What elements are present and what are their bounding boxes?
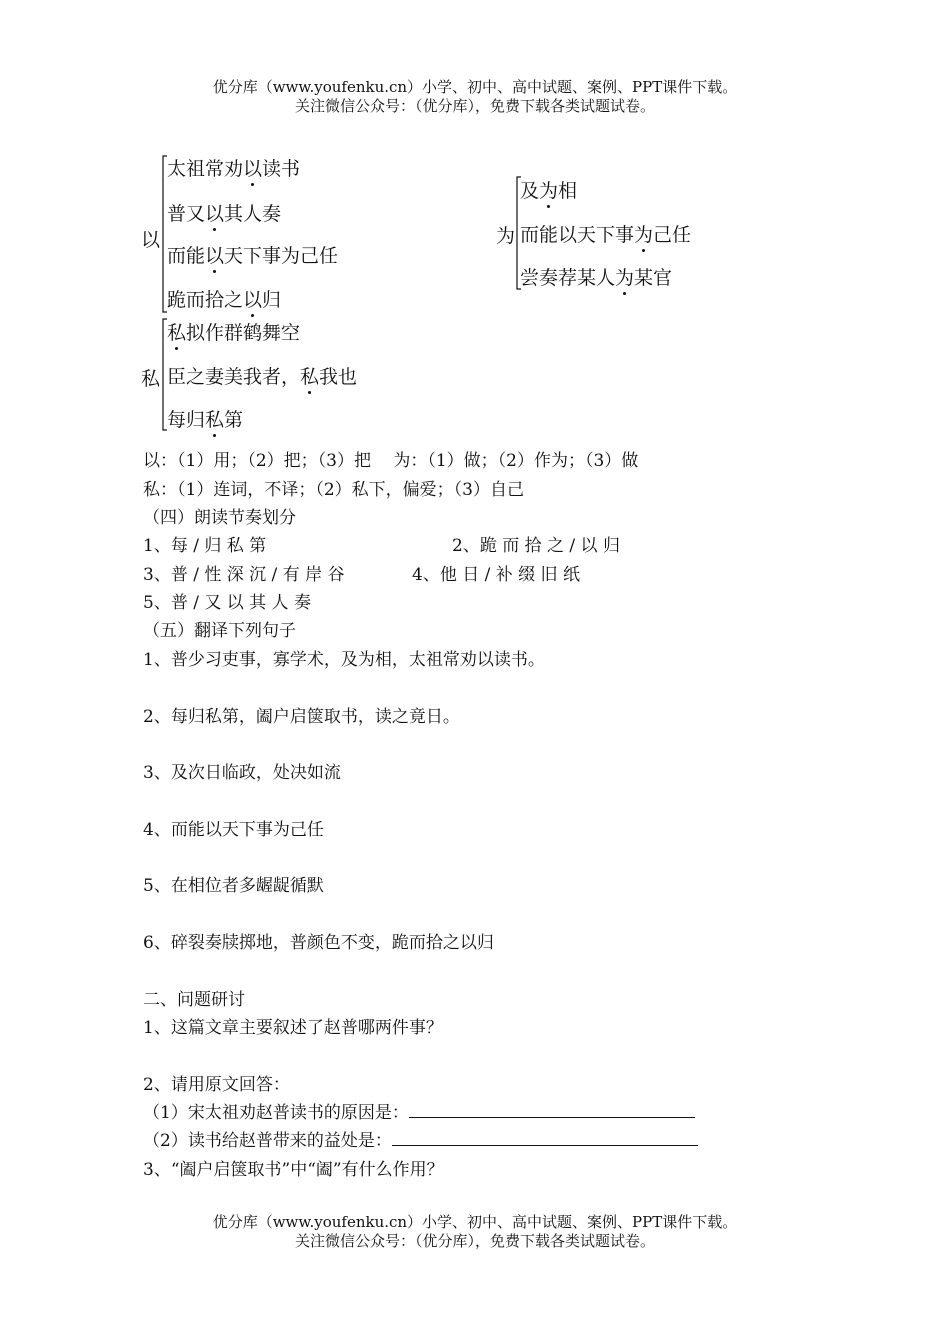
- part2-title: 二、问题研讨: [143, 990, 245, 1010]
- question-2: 2、请用原文回答：: [143, 1075, 290, 1095]
- meaning-yi-wei: 以：（1）用；（2）把；（3）把 为：（1）做；（2）作为；（3）做: [143, 451, 639, 471]
- rhythm-item-1: 1、每 / 归 私 第: [143, 536, 267, 556]
- translate-item-4: 4、而能以天下事为己任: [143, 820, 324, 840]
- group-wei-char: 为: [496, 225, 516, 247]
- group-si-item: 臣之妻美我者，私我也: [167, 366, 358, 388]
- question-2b: [143, 1126, 698, 1151]
- question-1: 1、这篇文章主要叙述了赵普哪两件事？: [143, 1018, 443, 1038]
- page-footer: [0, 1213, 950, 1251]
- footer-line-2: 关注微信公众号：（优分库），免费下载各类试题试卷。: [294, 1232, 655, 1250]
- footer-line-1: 优分库（www.youfenku.cn）小学、初中、高中试题、案例、PPT课件下载。: [212, 1213, 738, 1231]
- translate-item-1: 1、普少习吏事，寡学术，及为相，太祖常劝以读书。: [143, 650, 545, 670]
- translate-item-6: 6、碎裂奏牍掷地，普颜色不变，跪而拾之以归: [143, 933, 494, 953]
- group-si-item: 私拟作群鹤舞空: [167, 322, 301, 344]
- question-2b-label: （2）读书给赵普带来的益处是：: [143, 1131, 392, 1151]
- question-3: 3、“阖户启箧取书”中“阖”有什么作用？: [143, 1160, 444, 1180]
- answer-blank-2b[interactable]: [392, 1131, 698, 1146]
- rhythm-item-4: 4、他 日 / 补 缀 旧 纸: [412, 565, 580, 585]
- group-yi-item: 太祖常劝以读书: [167, 158, 301, 180]
- answer-blank-2a[interactable]: [409, 1103, 695, 1118]
- rhythm-item-3: 3、普 / 性 深 沉 / 有 岸 谷: [143, 565, 345, 585]
- section4-title: （四）朗读节奏划分: [143, 508, 296, 528]
- group-wei-item: 尝奏荐某人为某官: [520, 267, 673, 289]
- section5-title: （五）翻译下列句子: [143, 621, 296, 641]
- question-2a-label: （1）宋太祖劝赵普读书的原因是：: [143, 1103, 409, 1123]
- header-line-1: 优分库（www.youfenku.cn）小学、初中、高中试题、案例、PPT课件下载。: [212, 78, 738, 96]
- group-yi-item: 跪而拾之以归: [167, 289, 282, 311]
- header-line-2: 关注微信公众号：（优分库），免费下载各类试题试卷。: [294, 97, 655, 115]
- group-si-item: 每归私第: [167, 409, 244, 431]
- group-wei-item: 及为相: [520, 180, 578, 202]
- translate-item-3: 3、及次日临政，处决如流: [143, 763, 341, 783]
- rhythm-item-5: 5、普 / 又 以 其 人 奏: [143, 593, 311, 613]
- translate-item-5: 5、在相位者多龌龊循默: [143, 876, 324, 896]
- group-yi-char: 以: [141, 229, 161, 251]
- rhythm-item-2: 2、跪 而 拾 之 / 以 归: [452, 536, 620, 556]
- meaning-si: 私：（1）连词，不译；（2）私下，偏爱；（3）自己: [143, 480, 524, 500]
- group-wei-item: 而能以天下事为己任: [520, 224, 692, 246]
- group-yi-item: 而能以天下事为己任: [167, 245, 339, 267]
- page-header: [0, 78, 950, 116]
- question-2a: [143, 1098, 695, 1123]
- group-yi-item: 普又以其人奏: [167, 203, 282, 225]
- translate-item-2: 2、每归私第，阖户启箧取书，读之竟日。: [143, 707, 460, 727]
- group-si-char: 私: [141, 368, 161, 390]
